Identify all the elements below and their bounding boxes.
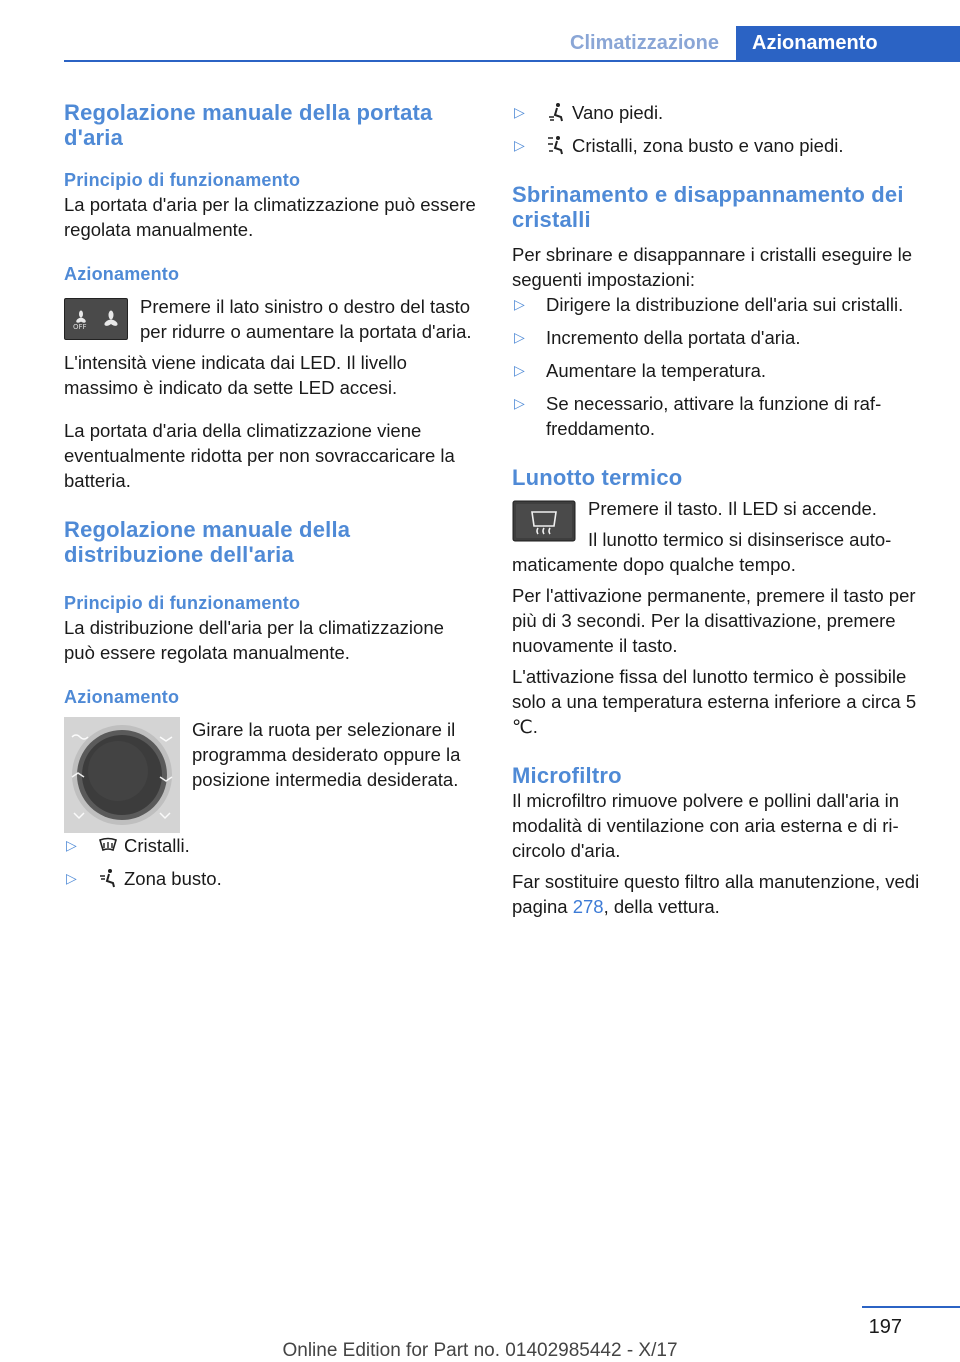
- subheading-azionamento-1: Azionamento: [64, 264, 180, 284]
- sbrinamento-list: [512, 292, 932, 441]
- list-item: [64, 866, 476, 891]
- footwell-icon: [546, 102, 566, 122]
- header-rule: [64, 60, 960, 62]
- windshield-icon: [98, 835, 118, 855]
- azionamento-1-block: [64, 294, 476, 344]
- heading-lunotto: Lunotto termico: [512, 465, 683, 490]
- text-azionamento-1: Premere il lato sinistro o destro del tasto per ridurre o aumentare la portata d'aria.: [140, 296, 472, 342]
- text-microfiltro-2: [512, 869, 932, 919]
- btn-off-text: OFF: [73, 323, 87, 331]
- fan-speed-button-image: [64, 298, 128, 340]
- bullet-triangle-icon: ▷: [514, 395, 525, 411]
- list-item-text: Cristalli, zona busto e vano piedi.: [572, 135, 844, 156]
- right-column: [512, 100, 932, 919]
- rear-window-defrost-button-image: [512, 500, 576, 542]
- heading-distribuzione: Regolazione manuale della distribuzione dell'aria: [64, 517, 351, 567]
- list-item-text: Cristalli.: [124, 835, 190, 856]
- text-principio-1: La portata d'aria per la climatizzazione può essere regolata manualmente.: [64, 194, 476, 240]
- bullet-triangle-icon: ▷: [66, 870, 77, 886]
- left-column: [64, 100, 476, 891]
- text-microfiltro-2-end: , della vettura.: [603, 896, 720, 917]
- text-azionamento-2: Girare la ruota per selezionare il programma desiderato oppure la posizione intermedia desiderata.: [192, 719, 461, 790]
- windshield-body-footwell-icon: [546, 135, 566, 155]
- bullet-triangle-icon: ▷: [514, 362, 525, 378]
- list-item: [512, 391, 932, 441]
- list-item: [512, 325, 932, 350]
- list-item: [512, 133, 932, 158]
- list-item: [512, 358, 932, 383]
- subheading-principio-1: Principio di funzionamento: [64, 170, 301, 190]
- subheading-azionamento-2: Azionamento: [64, 687, 180, 707]
- text-lunotto-3: Per l'attivazione permanente, premere il tasto per più di 3 secondi. Per la disattivazione, premere nuovamente il tasto.: [512, 585, 916, 656]
- list-item-text: Aumentare la temperatura.: [546, 360, 767, 381]
- bullet-triangle-icon: ▷: [514, 329, 525, 345]
- fan-small-icon: [75, 311, 86, 324]
- text-lunotto-2: Il lunotto termico si disinserisce automaticamente dopo qualche tempo.: [512, 529, 892, 575]
- page-number-rule: [862, 1306, 960, 1308]
- page-link-278[interactable]: 278: [572, 896, 604, 917]
- header-chapter-tab[interactable]: Azionamento: [736, 26, 960, 62]
- upper-body-icon: [98, 868, 118, 888]
- air-distribution-knob-image: [64, 717, 180, 833]
- heading-sbrinamento: Sbrinamento e disappannamento dei cristalli: [512, 182, 904, 232]
- page-number: 197: [868, 1316, 902, 1338]
- list-item-text: Zona busto.: [124, 868, 222, 889]
- list-item-text: Se necessario, attivare la funzione di raffreddamento.: [546, 393, 882, 439]
- header-section-tab[interactable]: Climatizzazione: [570, 32, 719, 54]
- bullet-triangle-icon: ▷: [514, 137, 525, 153]
- text-lunotto-4: L'attivazione fissa del lunotto termico è possibile solo a una temperatura esterna inferiore a circa 5 ℃.: [512, 666, 917, 737]
- bullet-triangle-icon: ▷: [514, 296, 525, 312]
- list-item-text: Vano piedi.: [572, 102, 664, 123]
- distribution-list-left: [64, 833, 476, 891]
- text-sbrinamento: Per sbrinare e disappannare i cristalli eseguire le seguenti impostazioni:: [512, 244, 913, 290]
- azionamento-2-block: [64, 717, 476, 833]
- heading-microfiltro: Microfiltro: [512, 763, 622, 788]
- fan-large-icon: [103, 311, 118, 328]
- list-item: [512, 292, 932, 317]
- distribution-list-right: [512, 100, 932, 158]
- text-batteria: La portata d'aria della climatizzazione viene eventualmente ridotta per non sovraccaricare la batteria.: [64, 420, 455, 491]
- text-microfiltro-2-start: Far sostituire questo filtro alla manutenzione, vedi pagina: [512, 871, 920, 917]
- bullet-triangle-icon: ▷: [514, 104, 525, 120]
- lunotto-block: [512, 496, 932, 577]
- bullet-triangle-icon: ▷: [66, 837, 77, 853]
- list-item-text: Dirigere la distribuzione dell'aria sui cristalli.: [546, 294, 904, 315]
- text-principio-2: La distribuzione dell'aria per la climatizzazione può essere regolata manualmente.: [64, 617, 444, 663]
- list-item: [512, 100, 932, 125]
- text-lunotto-1: Premere il tasto. Il LED si accende.: [588, 498, 877, 519]
- text-microfiltro-1: Il microfiltro rimuove polvere e pollini dall'aria in modalità di ventilazione con aria esterna e di ricircolo d'aria.: [512, 790, 900, 861]
- edition-footer: Online Edition for Part no. 01402985442 - X/17: [282, 1340, 678, 1361]
- list-item: [64, 833, 476, 858]
- text-intensita: L'intensità viene indicata dai LED. Il livello massimo è indicato da sette LED accesi.: [64, 352, 407, 398]
- subheading-principio-2: Principio di funzionamento: [64, 593, 301, 613]
- list-item-text: Incremento della portata d'aria.: [546, 327, 801, 348]
- heading-portata: Regolazione manuale della portata d'aria: [64, 100, 433, 150]
